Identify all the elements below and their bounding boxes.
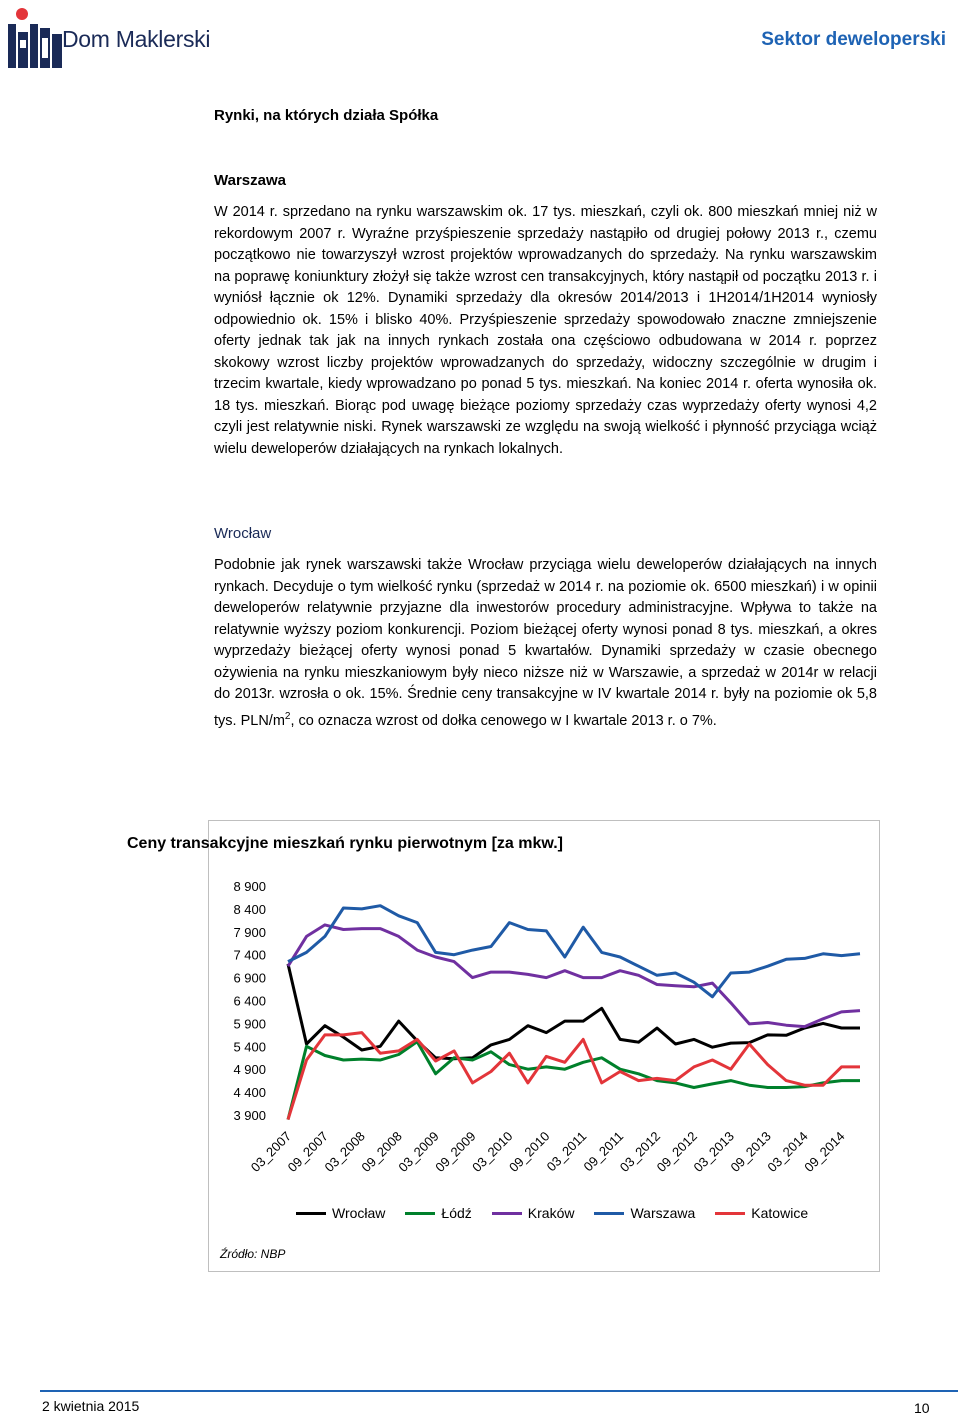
y-tick-label: 4 900 [233, 1062, 266, 1078]
chart-source: Źródło: NBP [220, 1247, 286, 1261]
legend-label: Łódź [441, 1205, 472, 1221]
legend-item [405, 1205, 471, 1221]
y-tick-label: 5 400 [233, 1039, 266, 1055]
pko-logo-icon [6, 4, 66, 68]
x-tick-label: 03_2009 [395, 1128, 442, 1175]
x-tick-label: 09_2012 [653, 1128, 701, 1175]
legend-label: Katowice [751, 1205, 809, 1221]
legend-item [715, 1205, 808, 1221]
x-tick-label: 09_2010 [506, 1128, 553, 1175]
legend-item [492, 1205, 575, 1221]
legend-label: Wrocław [332, 1205, 386, 1221]
footer-date: 2 kwietnia 2015 [42, 1398, 140, 1414]
legend-item [594, 1205, 695, 1221]
x-tick-label: 03_2008 [321, 1128, 368, 1175]
legend-swatch [296, 1212, 326, 1215]
x-tick-label: 09_2009 [432, 1128, 479, 1175]
x-tick-label: 09_2013 [727, 1128, 774, 1175]
x-tick-label: 03_2010 [469, 1128, 516, 1175]
x-tick-label: 03_2012 [616, 1128, 664, 1175]
y-tick-label: 4 400 [233, 1085, 266, 1101]
legend-swatch [492, 1212, 522, 1215]
chart-title: Ceny transakcyjne mieszkań rynku pierwotnym [za mkw.] [126, 835, 563, 852]
series-line-warszawa [288, 906, 860, 997]
legend-swatch [594, 1212, 624, 1215]
y-tick-label: 3 900 [233, 1108, 266, 1123]
warszawa-paragraph: W 2014 r. sprzedano na rynku warszawskim ok. 17 tys. mieszkań, czyli ok. 800 mieszkań mniej niż w rekordowym 2007 r. Wyraźne przyśpieszenie sprzedaży nastąpiło od drugiej połowy 2013 r., czemu początkowo nie towarzyszył wzrost projektów wprowadzanych do sprzedaży. Na rynku warszawskim na poprawę koniunktury złożył się także wzrost cen transakcyjnych, który nastąpił od początku 2013 r. i wyniósł łącznie ok 12%. Dynamiki sprzedaży dla okresów 2014/2013 i 1H2014/1H2014 wyniosły odpowiednio ok. 15% i blisko 40%. Przyśpieszenie sprzedaży spowodowało znaczne zmniejszenie oferty jednak tak jak na innych rynkach została ona częściowo odbudowana w 2014 r. poprzez skokowy wzrost liczby projektów wprowadzanych do sprzedaży, widoczny szczególnie w drugim i trzecim kwartale, kiedy wprowadzano po ponad 5 tys. mieszkań. Na koniec 2014 r. oferta wynosiła ok. 18 tys. mieszkań. Biorąc pod uwagę bieżące poziomy sprzedaży czas wyprzedaży oferty wynosi 4,2 czyli jest relatywnie niski. Rynek warszawski ze względu na swoją wielkość i płynność przyciąga wciąż wielu deweloperów działających na rynkach lokalnych. [214, 204, 877, 457]
x-tick-label: 03_2007 [247, 1128, 295, 1175]
x-tick-label: 03_2011 [543, 1128, 590, 1175]
legend-label: Warszawa [630, 1205, 696, 1221]
y-tick-label: 8 400 [233, 901, 266, 917]
legend-swatch [405, 1212, 435, 1215]
series-line-łódź [288, 1042, 860, 1120]
brand-name: Dom Maklerski [62, 26, 211, 52]
y-tick-label: 7 400 [233, 947, 266, 963]
legend-label: Kraków [527, 1205, 575, 1221]
warszawa-heading: Warszawa [214, 172, 286, 189]
x-tick-label: 09_2011 [580, 1128, 627, 1175]
legend-swatch [715, 1212, 745, 1215]
y-tick-label: 6 400 [233, 993, 266, 1009]
y-tick-label: 8 900 [233, 879, 266, 894]
x-tick-label: 09_2008 [358, 1128, 405, 1175]
wroclaw-heading: Wrocław [214, 525, 272, 542]
wroclaw-text-part1: Podobnie jak rynek warszawski także Wrocław przyciąga wielu deweloperów działających na innych rynkach. Decyduje o tym wielkość rynku (sprzedaż w 2014 r. na poziomie ok. 6500 mieszkań) i w opinii deweloperów relatywnie przyjazne dla inwestorów procedury administracyjne. Wpływa to także na relatywnie wyższy poziom konkurencji. Poziom bieżącej oferty wynosi ponad 8 tys. mieszkań, a okres wyprzedaży bieżącej oferty wynosi ponad 5 kwartałów. Dynamiki sprzedaży w czasie obecnego ożywienia na rynku mieszkaniowym były nieco niższe niż w Warszawie, a sprzedaż w 2014r w relacji do 2013r. wzrosła o ok. 15%. Średnie ceny transakcyjne w IV kwartale 2014 r. były na poziomie ok 5,8 tys. PLN/m [214, 557, 877, 729]
y-tick-label: 6 900 [233, 970, 266, 986]
wroclaw-text-part2: , co oznacza wzrost od dołka cenowego w I kwartale 2013 r. o 7%. [290, 712, 717, 729]
series-line-katowice [288, 1033, 860, 1120]
wroclaw-paragraph [214, 555, 877, 732]
page-number: 10 [914, 1400, 930, 1416]
x-tick-label: 03_2013 [690, 1128, 737, 1175]
legend-item [296, 1205, 385, 1221]
section-title: Sektor deweloperski [761, 29, 946, 50]
y-tick-label: 5 900 [233, 1016, 266, 1032]
x-tick-label: 09_2007 [284, 1128, 332, 1175]
page-heading: Rynki, na których działa Spółka [214, 107, 439, 124]
x-tick-label: 09_2014 [801, 1128, 848, 1175]
wroclaw-superscript: 2 [284, 710, 291, 722]
y-tick-label: 7 900 [233, 924, 266, 940]
x-tick-label: 03_2014 [764, 1128, 811, 1175]
footer-divider [40, 1390, 958, 1392]
chart-legend [296, 1205, 828, 1221]
